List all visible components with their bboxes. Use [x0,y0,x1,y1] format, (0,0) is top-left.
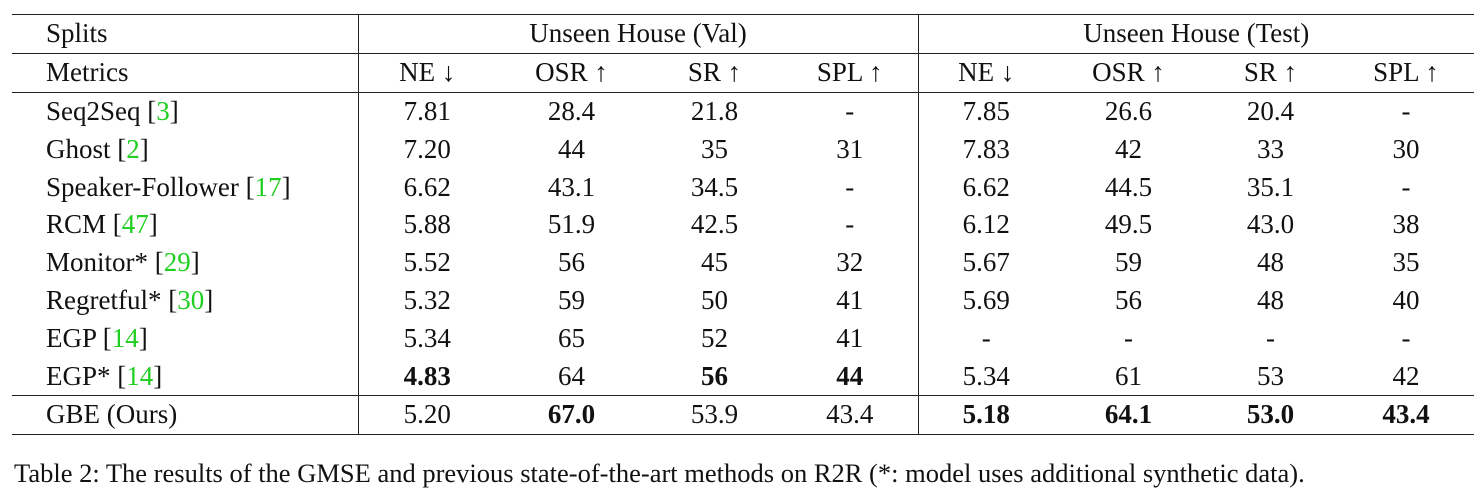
metric-value: 5.52 [403,247,451,278]
table-row [12,319,1474,357]
metric-value: - [1401,322,1411,353]
metric-value: 53.0 [1203,395,1338,434]
metric-value: 31 [782,130,918,168]
metric-value: 5.32 [403,284,451,315]
metric-value: 35 [1392,247,1420,278]
header-row-metrics [12,53,1474,92]
metric-value: 42 [1115,133,1142,164]
metric-value: 42 [1392,360,1420,391]
table-row [12,206,1474,244]
metric-value: 43.4 [1338,395,1474,434]
metric-value: 44 [558,133,585,164]
metric-value: 6.62 [403,171,451,202]
metric-value: 50 [701,284,728,315]
metric-value: - [1124,322,1133,353]
table-row [12,92,1474,130]
table-row [12,282,1474,320]
metric-value: 6.12 [962,209,1010,240]
metric-value: 53 [1257,360,1284,391]
method-name: Seq2Seq [3] [12,92,358,130]
metric-value: - [782,206,918,244]
metric-value: 45 [701,247,728,278]
metric-value: 33 [1257,133,1284,164]
metric-header: OSR ↑ [1054,53,1203,92]
method-label: GBE (Ours) [46,399,178,430]
metric-value: 56 [1115,284,1142,315]
method-label: Ghost [46,133,111,164]
metric-value: 44.5 [1104,171,1153,202]
method-name: Monitor* [29] [12,244,358,282]
table-body [12,15,1474,435]
metric-value: 64 [558,360,585,391]
citation-link[interactable]: 29 [163,247,191,278]
metric-value: 51.9 [547,209,596,240]
metric-value: 53.9 [647,395,782,434]
method-name: RCM [47] [12,206,358,244]
citation-link[interactable]: 30 [177,284,205,315]
metric-header: SPL ↑ [1338,53,1474,92]
metric-value: 52 [701,322,728,353]
table-row [12,244,1474,282]
val-group-header: Unseen House (Val) [358,15,918,54]
test-group-header: Unseen House (Test) [918,15,1474,54]
metrics-header: Metrics [12,53,358,92]
metric-value: 56 [701,360,728,391]
metric-header: SR ↑ [1203,53,1338,92]
metric-header: OSR ↑ [496,53,647,92]
citation-link[interactable]: 47 [121,209,149,240]
method-name [12,395,358,434]
metric-value: 7.85 [918,92,1054,130]
metric-value: - [981,322,991,353]
method-label: Speaker-Follower [46,171,239,202]
metric-value: 59 [1115,247,1142,278]
metric-value: 48 [1257,284,1284,315]
metric-value: 44 [782,357,918,395]
metric-value: 4.83 [403,360,451,391]
splits-header: Splits [12,15,358,54]
metric-value: 65 [558,322,585,353]
method-label: EGP [46,322,97,353]
citation-link[interactable]: 3 [156,95,170,126]
metric-value: 35 [701,133,728,164]
metric-value: 42.5 [690,209,739,240]
method-name: Regretful* [30] [12,282,358,320]
metric-value: - [782,92,918,130]
metric-value: 5.88 [403,209,451,240]
table-row-ours [12,395,1474,434]
metric-value: 40 [1392,284,1420,315]
metric-value: - [1401,171,1411,202]
metric-value: 28.4 [496,92,647,130]
method-label: EGP* [46,360,111,391]
table-caption: Table 2: The results of the GMSE and previous state-of-the-art methods on R2R (*: model uses additional synthetic data). [14,458,1305,488]
metric-value: 64.1 [1054,395,1203,434]
table-row [12,130,1474,168]
metric-value: 34.5 [690,171,739,202]
method-name: EGP [14] [12,319,358,357]
metric-value: 7.83 [962,133,1010,164]
method-name: Speaker-Follower [17] [12,168,358,206]
metric-value: 5.69 [962,284,1010,315]
metric-value: 59 [558,284,585,315]
metric-value: 49.5 [1104,209,1153,240]
metric-value: 5.20 [358,395,496,434]
metric-value: 7.81 [358,92,496,130]
method-name: EGP* [14] [12,357,358,395]
metric-value: 61 [1115,360,1142,391]
metric-value: 26.6 [1054,92,1203,130]
metric-value: 43.4 [782,395,918,434]
citation-link[interactable]: 17 [254,171,282,202]
metric-value: 43.1 [547,171,596,202]
metric-value: 38 [1392,209,1420,240]
header-row-splits [12,15,1474,54]
metric-value: 20.4 [1203,92,1338,130]
metric-value: 5.67 [962,247,1010,278]
metric-value: 6.62 [962,171,1010,202]
metric-value: 32 [782,244,918,282]
metric-value: 21.8 [647,92,782,130]
metric-value: 43.0 [1246,209,1295,240]
metric-value: 41 [782,282,918,320]
table-row [12,357,1474,395]
metric-value: 5.34 [403,322,451,353]
method-label: Seq2Seq [46,95,141,126]
method-label: Monitor* [46,247,149,278]
metric-value: 5.18 [918,395,1054,434]
metric-value: - [1266,322,1275,353]
metric-value: 30 [1392,133,1420,164]
metric-header: SR ↑ [647,53,782,92]
citation-link[interactable]: 14 [111,322,139,353]
metric-header: NE ↓ [358,53,496,92]
method-label: RCM [46,209,107,240]
method-label: Regretful* [46,284,162,315]
results-table [12,14,1474,435]
metric-value: - [1338,92,1474,130]
table-row [12,168,1474,206]
metric-value: 56 [558,247,585,278]
method-name: Ghost [2] [12,130,358,168]
metric-value: 5.34 [962,360,1010,391]
metric-header: NE ↓ [918,53,1054,92]
metric-value: 35.1 [1246,171,1295,202]
metric-value: 67.0 [496,395,647,434]
metric-value: 48 [1257,247,1284,278]
metric-header: SPL ↑ [782,53,918,92]
citation-link[interactable]: 14 [126,360,154,391]
metric-value: 41 [782,319,918,357]
metric-value: 7.20 [403,133,451,164]
metric-value: - [782,168,918,206]
citation-link[interactable]: 2 [126,133,140,164]
